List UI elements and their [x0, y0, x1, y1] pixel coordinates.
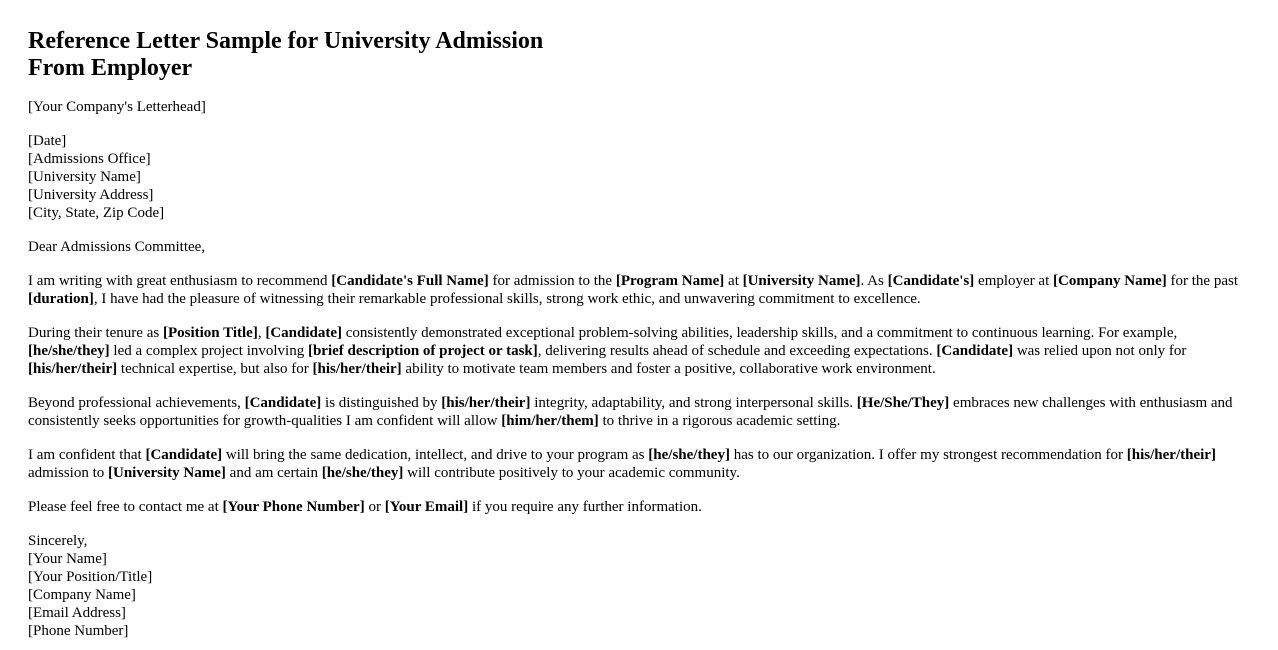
placeholder-field: [his/her/their] — [1126, 447, 1216, 463]
placeholder-field: [duration] — [28, 291, 94, 307]
placeholder-field: [his/her/their] — [441, 395, 531, 411]
placeholder-field: [him/her/them] — [501, 413, 599, 429]
paragraph-text: will contribute positively to your academic community. — [403, 465, 740, 481]
paragraph-text: Beyond professional achievements, — [28, 395, 245, 411]
paragraph-text: . As — [860, 273, 888, 289]
placeholder-field: [brief description of project or task] — [307, 343, 538, 359]
paragraph-text: I am writing with great enthusiasm to recommend — [28, 273, 332, 289]
letter-body — [28, 272, 1250, 516]
paragraph-text: for the past — [1166, 273, 1238, 289]
paragraph-text: to thrive in a rigorous academic setting. — [598, 413, 841, 429]
paragraph-text: During their tenure as — [28, 325, 163, 341]
admissions-office-line: [Admissions Office] — [28, 151, 151, 167]
placeholder-field: [Your Email] — [384, 499, 469, 515]
placeholder-field: [Position Title] — [162, 325, 258, 341]
placeholder-field: [University Name] — [108, 465, 226, 481]
recipient-address — [28, 132, 1250, 222]
paragraph-text: technical expertise, but also for — [117, 361, 313, 377]
paragraph-text: is distinguished by — [321, 395, 442, 411]
placeholder-field: [he/she/they] — [28, 343, 110, 359]
letterhead: [Your Company's Letterhead] — [28, 99, 206, 115]
placeholder-field: [University Name] — [742, 273, 861, 289]
paragraph-text: ability to motivate team members and foster a positive, collaborative work environment. — [401, 361, 936, 377]
paragraph-text: , I have had the pleasure of witnessing their remarkable professional skills, strong work ethic, and unwavering commitment to excellence. — [93, 291, 921, 307]
signer-position: [Your Position/Title] — [28, 569, 153, 585]
paragraph-text: integrity, adaptability, and strong interpersonal skills. — [530, 395, 857, 411]
body-paragraph — [28, 446, 1250, 482]
body-paragraph — [28, 498, 1250, 516]
paragraph-text: led a complex project involving — [109, 343, 308, 359]
placeholder-field: [he/she/they] — [321, 465, 404, 481]
signer-email: [Email Address] — [28, 605, 126, 621]
city-state-zip-line: [City, State, Zip Code] — [28, 205, 165, 221]
placeholder-field: [Program Name] — [615, 273, 725, 289]
signer-phone: [Phone Number] — [28, 623, 129, 639]
placeholder-field: [Your Phone Number] — [222, 499, 365, 515]
paragraph-text: admission to — [28, 465, 109, 481]
paragraph-text: embraces new challenges with enthusiasm and consistently seeks opportunities for growth-qualities I am confident will allow — [28, 395, 1233, 429]
paragraph-text: will bring the same dedication, intellect, and drive to your program as — [222, 447, 649, 463]
body-paragraph — [28, 394, 1250, 430]
paragraph-text: consistently demonstrated exceptional problem-solving abilities, leadership skills, and a commitment to continuous learning. For example, — [342, 325, 1178, 341]
placeholder-field: [Company Name] — [1053, 273, 1167, 289]
paragraph-text: at — [724, 273, 743, 289]
placeholder-field: [his/her/their] — [312, 361, 402, 377]
placeholder-field: [Candidate's Full Name] — [331, 273, 489, 289]
paragraph-text: I am confident that — [28, 447, 146, 463]
paragraph-text: or — [364, 499, 385, 515]
placeholder-field: [Candidate's] — [887, 273, 975, 289]
placeholder-field: [he/she/they] — [648, 447, 730, 463]
signature-block — [28, 532, 1250, 640]
placeholder-field: [his/her/their] — [28, 361, 118, 377]
date-line: [Date] — [28, 133, 67, 149]
title-line-2: From Employer — [28, 55, 193, 81]
paragraph-text: has to our organization. I offer my strongest recommendation for — [729, 447, 1127, 463]
placeholder-field: [Candidate] — [936, 343, 1014, 359]
signer-name: [Your Name] — [28, 551, 107, 567]
placeholder-field: [He/She/They] — [856, 395, 950, 411]
paragraph-text: , delivering results ahead of schedule and exceeding expectations. — [537, 343, 937, 359]
paragraph-text: for admission to the — [488, 273, 616, 289]
paragraph-text: Please feel free to contact me at — [28, 499, 223, 515]
paragraph-text: , — [257, 325, 266, 341]
page-title — [28, 28, 1250, 82]
paragraph-text: and am certain — [225, 465, 322, 481]
paragraph-text: was relied upon not only for — [1013, 343, 1187, 359]
university-name-line: [University Name] — [28, 169, 141, 185]
salutation: Dear Admissions Committee, — [28, 239, 206, 255]
placeholder-field: [Candidate] — [145, 447, 223, 463]
body-paragraph — [28, 324, 1250, 378]
university-address-line: [University Address] — [28, 187, 154, 203]
sign-off: Sincerely, — [28, 533, 88, 549]
paragraph-text: if you require any further information. — [468, 499, 702, 515]
body-paragraph — [28, 272, 1250, 308]
placeholder-field: [Candidate] — [244, 395, 322, 411]
placeholder-field: [Candidate] — [265, 325, 343, 341]
signer-company: [Company Name] — [28, 587, 136, 603]
paragraph-text: employer at — [974, 273, 1054, 289]
title-line-1: Reference Letter Sample for University Admission — [28, 28, 544, 54]
